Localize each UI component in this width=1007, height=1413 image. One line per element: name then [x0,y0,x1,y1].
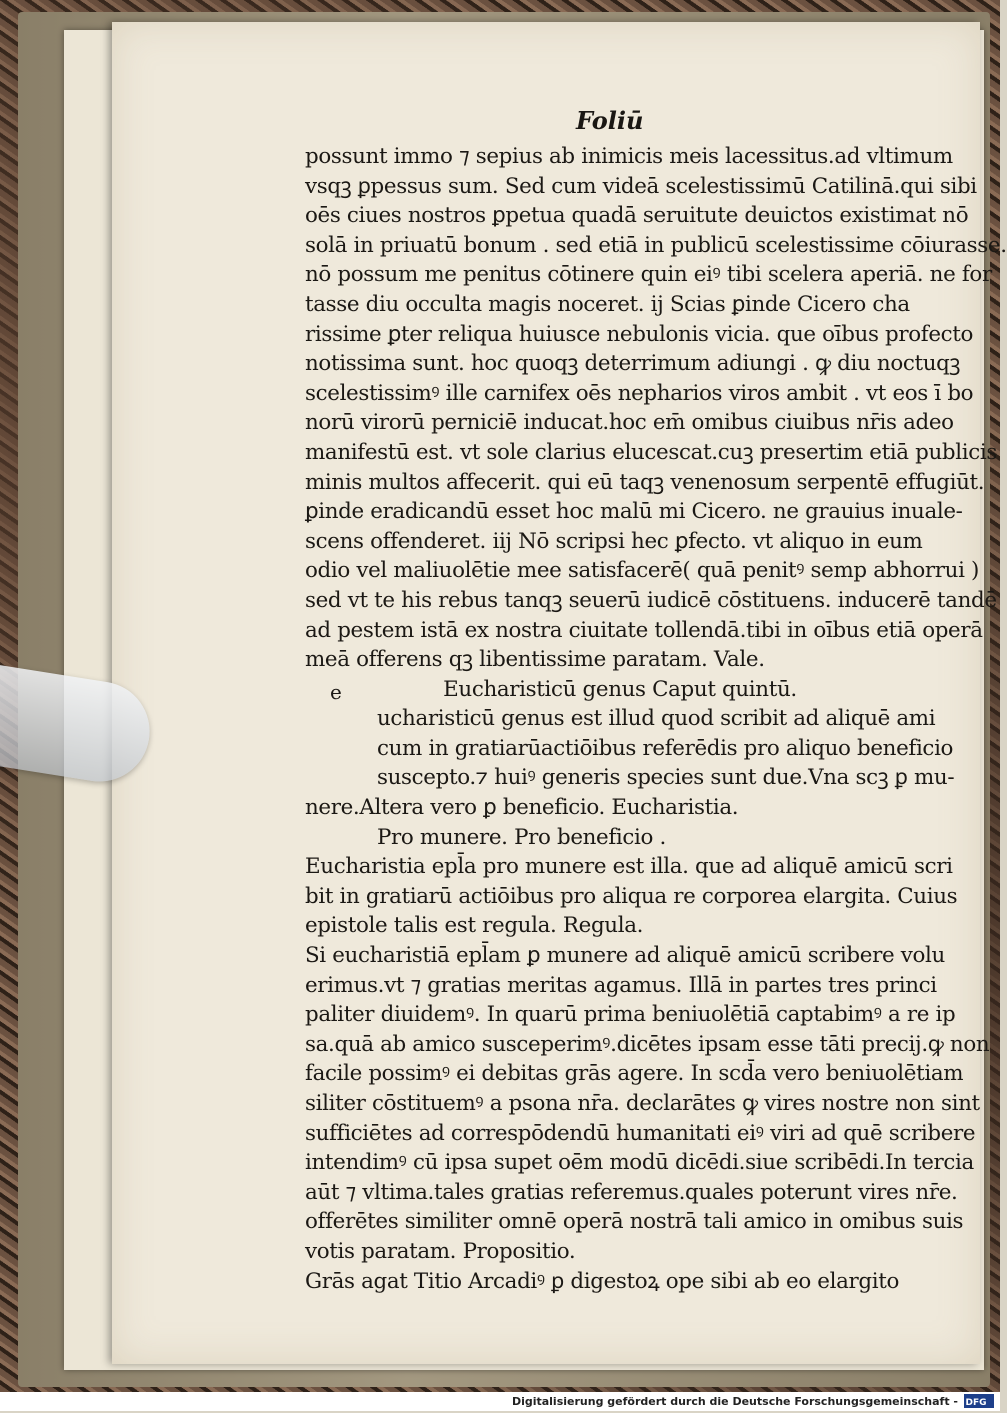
text-line: ꝑinde eradicandū esset hoc malū mi Cicero. ne grauius inuale- [305,499,963,525]
text-line: facile possimꝰ ei debitas grās agere. In scd̄a vero beniuolētiam [305,1061,964,1087]
text-line: scelestissimꝰ ille carnifex oēs nepharios viros ambit . vt eos ī bo [305,380,974,406]
text-line: bit in gratiarū actiōibus pro aliqua re corporea elargita. Cuius [305,883,958,909]
text-line: aūt ⁊ vltima.tales gratias referemus.quales poterunt vires nr̄e. [305,1179,958,1205]
text-line: rissime ꝑter reliqua huiusce nebulonis vicia. que oībus profecto [305,321,974,347]
text-line: minis multos affecerit. qui eū taqꝫ venenosum serpentē effugiūt. [305,469,985,495]
dfg-logo-icon: DFG [964,1394,994,1408]
folio-header: Foliū [576,106,644,135]
text-line: Eucharistia epl̄a pro munere est illa. que ad aliquē amicū scri [305,854,953,880]
text-line: Grās agat Titio Arcadiꝰ ꝑ digestoꝝ ope sibi ab eo elargito [305,1268,899,1294]
text-line: cum in gratiarūactiōibus referēdis pro aliquo beneficio [377,735,954,761]
text-line: intendimꝰ cū ipsa supet oēm modū dicēdi.siue scribēdi.In tercia [305,1150,974,1176]
section-headings: Pro munere. Pro beneficio . [377,824,666,850]
text-line: manifestū est. vt sole clarius elucescat.cuꝫ presertim etiā publicis [305,439,997,465]
text-line: norū virorū perniciē inducat.hoc em̄ omibus ciuibus nr̄is adeo [305,410,954,436]
text-line: notissima sunt. hoc quoqꝫ deterrimum adiungi . ꝙ diu noctuqꝫ [305,351,961,377]
text-line: sufficiētes ad correspōdendū humanitati eiꝰ viri ad quē scribere [305,1120,976,1146]
page-text-block [305,142,1007,1296]
text-line: nere.Altera vero ꝑ beneficio. Eucharistia. [305,795,739,821]
text-line: ad pestem istā ex nostra ciuitate tollendā.tibi in oībus etiā operā [305,617,983,643]
text-line: odio vel maliuolētie mee satisfacerē( quā penitꝰ semp abhorrui ) [305,558,980,584]
text-line: vsqꝫ ꝑpessus sum. Sed cum videā scelestissimū Catilinā.qui sibi [305,173,977,199]
text-line: tasse diu occulta magis noceret. ij Scias ꝑinde Cicero cha [305,291,910,317]
text-line: meā offerens qꝫ libentissime paratam. Vale. [305,647,765,673]
text-line: paliter diuidemꝰ. In quarū prima beniuolētiā captabimꝰ a re ip [305,1002,956,1028]
text-line: suscepto.⁊ huiꝰ generis species sunt due.Vna scꝫ ꝑ mu- [377,765,955,791]
text-line: sa.quā ab amico susceperimꝰ.dicētes ipsam esse tāti precij.ꝙ non [305,1031,990,1057]
footer-bar [0,1392,1000,1411]
text-line: oēs ciues nostros ꝑpetua quadā seruitute deuictos existimat nō [305,203,969,229]
text-line: votis paratam. Propositio. [305,1238,576,1264]
text-line: scens offenderet. iij Nō scripsi hec ꝑfecto. vt aliquo in eum [305,528,923,554]
text-line: solā in priuatū bonum . sed etiā in publicū scelestissime cōiurasse. [305,232,1007,258]
text-line: nō possum me penitus cōtinere quin eiꝰ tibi scelera aperiā. ne for [305,262,992,288]
text-line: offerētes similiter omnē operā nostrā tali amico in omibus suis [305,1209,964,1235]
guide-letter: e [330,680,342,704]
text-line: possunt immo ⁊ sepius ab inimicis meis lacessitus.ad vltimum [305,144,953,169]
text-line: ucharisticū genus est illud quod scribit ad aliquē ami [377,706,936,732]
footer-credit: Digitalisierung gefördert durch die Deutsche Forschungsgemeinschaft - [511,1395,958,1408]
text-line: siliter cōstituemꝰ a psona nr̄a. declarātes ꝙ vires nostre non sint [305,1091,980,1116]
text-line: sed vt te his rebus tanqꝫ seuerū iudicē cōstituens. inducerē tandē [305,587,997,613]
text-line: epistole talis est regula. Regula. [305,913,644,939]
text-line: Si eucharistiā epl̄am ꝑ munere ad aliquē amicū scribere volu [305,943,945,969]
chapter-heading: Eucharisticū genus Caput quintū. [443,676,797,702]
text-line: erimus.vt ⁊ gratias meritas agamus. Illā in partes tres princi [305,972,937,998]
